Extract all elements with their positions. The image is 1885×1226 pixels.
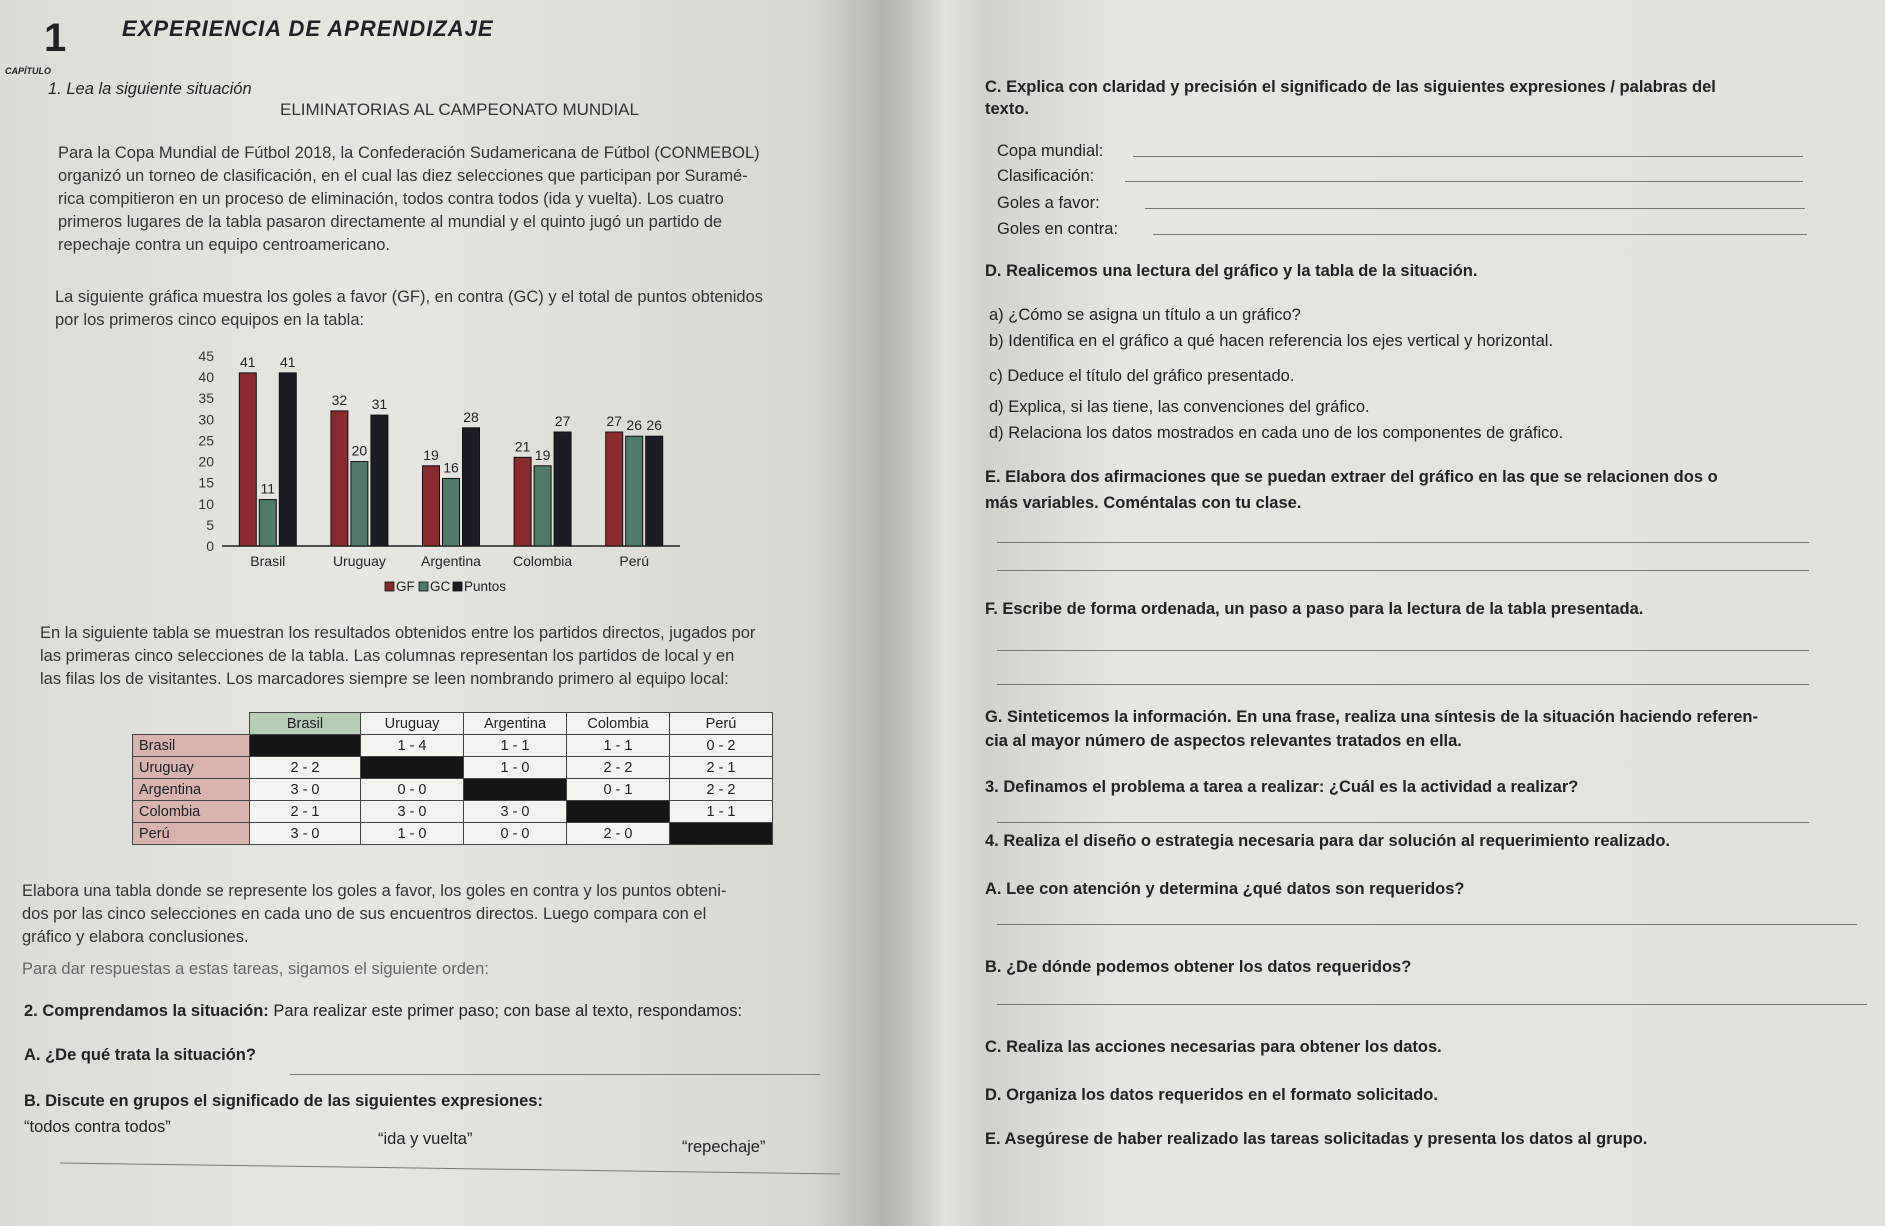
x-tick-label: Uruguay	[332, 553, 386, 569]
bar-gc	[259, 500, 276, 546]
results-table	[132, 712, 773, 845]
question-a-right: A. Lee con atención y determina ¿qué datos son requeridos?	[985, 880, 1465, 898]
question-c-line2: texto.	[985, 100, 1030, 118]
bar-value-label: 41	[240, 353, 256, 370]
bar-value-label: 28	[463, 408, 479, 425]
table-cell: 3 - 0	[250, 823, 361, 845]
bar-gf	[423, 466, 440, 546]
table-cell: 2 - 0	[567, 823, 670, 845]
answer-line[interactable]	[997, 650, 1809, 651]
question-g-line2: cia al mayor número de aspectos relevantes tratados en ella.	[985, 732, 1462, 750]
table-row	[133, 757, 773, 779]
para-3	[40, 622, 755, 691]
legend-swatch	[453, 582, 462, 591]
bar-gf	[239, 373, 256, 546]
bar-value-label: 21	[514, 438, 531, 455]
table-cell: 0 - 0	[464, 823, 567, 845]
table-header-row	[133, 713, 773, 735]
answer-line[interactable]	[997, 684, 1809, 685]
bar-puntos	[463, 428, 480, 546]
bullet-clasificacion: • Clasificación:	[997, 167, 1094, 186]
question-4: 4. Realiza el diseño o estrategia necesaria para dar solución al requerimiento realizado.	[985, 832, 1671, 850]
subq-a: a) ¿Cómo se asigna un título a un gráfico?	[989, 306, 1301, 324]
y-tick-label: 25	[198, 432, 214, 449]
subq-c: c) Deduce el título del gráfico presentado.	[989, 367, 1295, 385]
para-4-line: Elabora una tabla donde se represente los goles a favor, los goles en contra y los puntos obteni-	[22, 882, 727, 900]
table-row	[133, 823, 773, 845]
answer-line[interactable]	[997, 822, 1809, 823]
subq-b: b) Identifica en el gráfico a qué hacen referencia los ejes vertical y horizontal.	[989, 332, 1554, 350]
legend-swatch	[419, 582, 428, 591]
y-tick-label: 5	[206, 516, 214, 533]
answer-line[interactable]	[1133, 156, 1803, 157]
col-header: Brasil	[250, 713, 361, 735]
book-gutter	[880, 0, 990, 1226]
bar-value-label: 26	[626, 417, 642, 434]
expression-2: “ida y vuelta”	[378, 1130, 473, 1148]
para-4	[22, 880, 726, 949]
question-e-right: E. Asegúrese de haber realizado las tareas solicitadas y presenta los datos al grupo.	[985, 1130, 1648, 1148]
answer-line[interactable]	[1153, 234, 1807, 235]
y-tick-label: 15	[198, 474, 214, 491]
legend-label: Puntos	[464, 579, 507, 594]
bar-gc	[534, 466, 551, 546]
question-f: F. Escribe de forma ordenada, un paso a paso para la lectura de la tabla presentada.	[985, 600, 1644, 618]
table-cell: 1 - 0	[361, 823, 464, 845]
answer-line[interactable]	[1145, 208, 1805, 209]
bullet-copa-mundial: • Copa mundial:	[997, 142, 1103, 161]
para-1-line: primeros lugares de la tabla pasaron directamente al mundial y el quinto jugó un partido de	[58, 213, 723, 231]
bar-puntos	[371, 415, 388, 546]
row-header: Argentina	[133, 779, 250, 801]
table-cell: 3 - 0	[464, 801, 567, 823]
col-header: Colombia	[567, 713, 670, 735]
question-a-left: A. ¿De qué trata la situación?	[24, 1046, 256, 1064]
bar-gf	[606, 432, 623, 546]
bar-value-label: 19	[423, 446, 439, 463]
table-cell: 3 - 0	[250, 779, 361, 801]
question-c-line1: C. Explica con claridad y precisión el significado de las siguientes expresiones / palabras del	[985, 78, 1716, 96]
table-row	[133, 779, 773, 801]
table-cell: 0 - 2	[670, 735, 773, 757]
para-4-line: dos por las cinco selecciones en cada uno de sus encuentros directos. Luego compara con el	[22, 905, 707, 923]
para-3-line: las primeras cinco selecciones de la tabla. Las columnas representan los partidos de local y en	[40, 647, 735, 665]
table-cell: 1 - 1	[670, 801, 773, 823]
bar-value-label: 31	[371, 396, 388, 413]
bar-gc	[351, 462, 368, 546]
answer-line[interactable]	[290, 1074, 820, 1075]
bar-value-label: 27	[554, 413, 571, 429]
table-cell-blank	[361, 757, 464, 779]
para-3-line: En la siguiente tabla se muestran los resultados obtenidos entre los partidos directos, jugados por	[40, 624, 756, 642]
order-text: Para dar respuestas a estas tareas, sigamos el siguiente orden:	[22, 960, 489, 978]
table-cell: 1 - 0	[464, 757, 567, 779]
table-cell: 2 - 2	[567, 757, 670, 779]
question-3: 3. Definamos el problema a tarea a realizar: ¿Cuál es la actividad a realizar?	[985, 778, 1579, 796]
answer-line[interactable]	[997, 570, 1809, 571]
answer-line[interactable]	[997, 1004, 1867, 1005]
bar-value-label: 32	[331, 391, 348, 408]
table-row	[133, 735, 773, 757]
section-title: EXPERIENCIA DE APRENDIZAJE	[122, 16, 494, 41]
para-1-line: Para la Copa Mundial de Fútbol 2018, la Confederación Sudamericana de Fútbol (CONMEBOL)	[58, 144, 760, 162]
col-header: Uruguay	[361, 713, 464, 735]
item-1: 1. Lea la siguiente situación	[48, 80, 252, 98]
para-4-line: gráfico y elabora conclusiones.	[22, 928, 249, 946]
question-g-line1: G. Sinteticemos la información. En una frase, realiza una síntesis de la situación haciendo referen-	[985, 708, 1758, 726]
goals-bar-chart	[180, 346, 700, 606]
expression-3: “repechaje”	[682, 1138, 766, 1156]
item-2-rest: Para realizar este primer paso; con base al texto, respondamos:	[268, 1002, 743, 1020]
left-page	[0, 0, 880, 1226]
legend-swatch	[385, 582, 394, 591]
y-tick-label: 20	[198, 453, 214, 470]
table-cell: 0 - 0	[361, 779, 464, 801]
question-d: D. Realicemos una lectura del gráfico y la tabla de la situación.	[985, 262, 1478, 280]
para-3-line: las filas los de visitantes. Los marcadores siempre se leen nombrando primero al equipo local:	[40, 670, 729, 688]
x-tick-label: Colombia	[513, 553, 573, 569]
y-tick-label: 35	[198, 390, 214, 407]
question-d-right: D. Organiza los datos requeridos en el formato solicitado.	[985, 1086, 1438, 1104]
table-corner	[133, 713, 250, 735]
bar-value-label: 19	[534, 446, 551, 463]
bar-puntos	[646, 436, 663, 546]
question-e-line1: E. Elabora dos afirmaciones que se puedan extraer del gráfico en las que se relacionen dos o	[985, 468, 1718, 486]
x-tick-label: Brasil	[250, 553, 286, 569]
col-header: Perú	[670, 713, 773, 735]
bar-gc	[443, 478, 460, 546]
answer-line[interactable]	[60, 1163, 840, 1175]
table-cell-blank	[464, 779, 567, 801]
table-cell: 0 - 1	[567, 779, 670, 801]
bar-gf	[514, 457, 531, 546]
table-cell: 1 - 4	[361, 735, 464, 757]
subq-d2: d) Relaciona los datos mostrados en cada uno de los componentes de gráfico.	[989, 424, 1564, 442]
para-1-line: repechaje contra un equipo centroamericano.	[58, 236, 391, 254]
bar-value-label: 20	[351, 442, 368, 459]
table-cell: 2 - 2	[670, 779, 773, 801]
item-2-bold: 2. Comprendamos la situación:	[24, 1002, 269, 1020]
table-cell-blank	[567, 801, 670, 823]
expression-1: “todos contra todos”	[24, 1118, 171, 1136]
answer-line[interactable]	[997, 542, 1809, 543]
y-tick-label: 40	[198, 369, 214, 386]
row-header: Colombia	[133, 801, 250, 823]
bar-gf	[331, 411, 348, 546]
situation-subtitle: ELIMINATORIAS AL CAMPEONATO MUNDIAL	[280, 100, 639, 119]
table-cell: 2 - 1	[250, 801, 361, 823]
table-cell-blank	[250, 735, 361, 757]
subq-d1: d) Explica, si las tiene, las convenciones del gráfico.	[989, 398, 1370, 416]
question-c-right: C. Realiza las acciones necesarias para obtener los datos.	[985, 1038, 1442, 1056]
question-e-line2: más variables. Coméntalas con tu clase.	[985, 494, 1302, 512]
row-header: Brasil	[133, 735, 250, 757]
y-tick-label: 10	[198, 495, 214, 512]
x-tick-label: Argentina	[421, 553, 481, 569]
para-2	[55, 286, 763, 332]
bar-value-label: 26	[646, 417, 662, 434]
right-page	[985, 0, 1885, 1226]
para-1-line: rica compitieron en un proceso de eliminación, todos contra todos (ida y vuelta). Los cuatro	[58, 190, 724, 208]
table-cell: 1 - 1	[567, 735, 670, 757]
row-header: Perú	[133, 823, 250, 845]
bar-value-label: 11	[260, 480, 276, 497]
legend-label: GF	[396, 579, 415, 594]
table-cell: 2 - 1	[670, 757, 773, 779]
section-number: 1	[44, 16, 67, 60]
answer-line[interactable]	[997, 924, 1857, 925]
col-header: Argentina	[464, 713, 567, 735]
question-b-right: B. ¿De dónde podemos obtener los datos requeridos?	[985, 958, 1412, 976]
bar-value-label: 16	[443, 459, 459, 476]
para-1-line: organizó un torneo de clasificación, en el cual las diez selecciones que participan por Suramé-	[58, 167, 748, 185]
bar-puntos	[554, 432, 571, 546]
bar-puntos	[279, 373, 296, 546]
y-tick-label: 30	[198, 411, 214, 428]
para-2-line: por los primeros cinco equipos en la tabla:	[55, 311, 365, 329]
chapter-label: CAPÍTULO	[5, 66, 51, 76]
bar-gc	[626, 436, 643, 546]
answer-line[interactable]	[1125, 181, 1803, 182]
y-tick-label: 45	[198, 348, 214, 364]
bar-value-label: 41	[280, 353, 296, 370]
table-cell: 1 - 1	[464, 735, 567, 757]
y-tick-label: 0	[206, 538, 214, 554]
legend-label: GC	[430, 579, 451, 594]
x-tick-label: Perú	[619, 553, 649, 569]
question-b-left: B. Discute en grupos el significado de las siguientes expresiones:	[24, 1092, 543, 1110]
table-row	[133, 801, 773, 823]
bullet-goles-favor: • Goles a favor:	[997, 194, 1100, 213]
bar-value-label: 27	[606, 413, 622, 429]
para-1	[58, 142, 760, 257]
para-2-line: La siguiente gráfica muestra los goles a favor (GF), en contra (GC) y el total de puntos obtenidos	[55, 288, 764, 306]
row-header: Uruguay	[133, 757, 250, 779]
table-cell: 2 - 2	[250, 757, 361, 779]
table-cell: 3 - 0	[361, 801, 464, 823]
table-cell-blank	[670, 823, 773, 845]
item-2	[24, 1002, 742, 1021]
bullet-goles-contra: • Goles en contra:	[997, 220, 1118, 239]
